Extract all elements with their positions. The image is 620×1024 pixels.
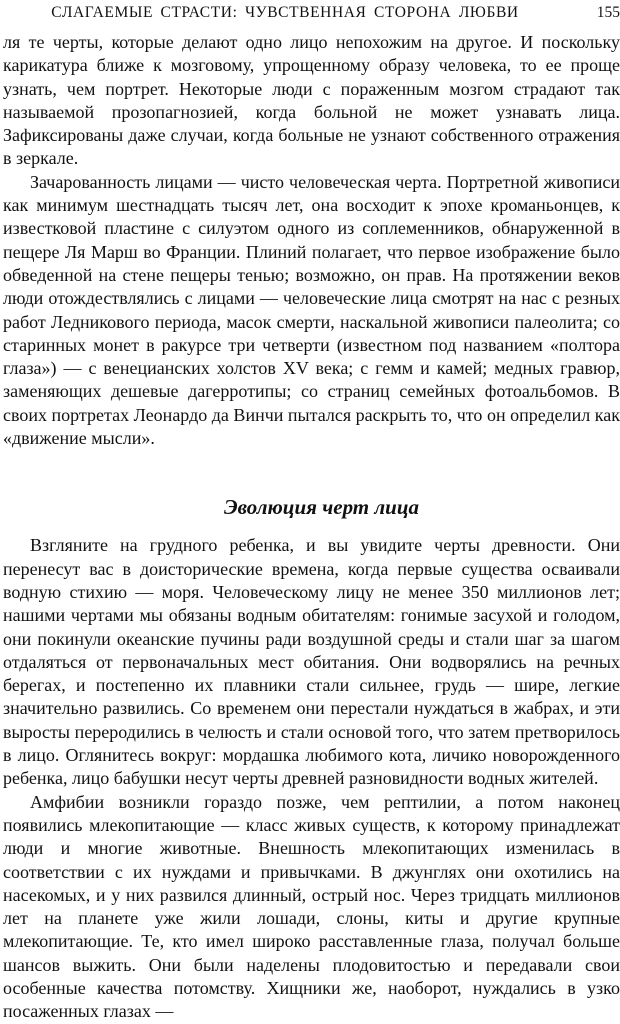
page-number: 155 bbox=[596, 4, 620, 21]
section-heading: Эволюция черт лица bbox=[223, 495, 420, 520]
paragraph: Взгляните на грудного ребенка, и вы увидите черты древности. Они перенесут вас в доисторические времена, когда первые существа осваивали водную стихию — моря. Человеческому лицу не менее 350 миллионов лет; нашими чертами мы обязаны водным обитателям: гонимые засухой и голодом, они покинули океанские пучины ради воздушной среды и стали шаг за шагом отдаляться от первоначальных мест обитания. Они водворялись на речных берегах, и постепенно их плавники стали сильнее, грудь — шире, легкие значительно развились. Со временем они перестали нуждаться в жабрах, и эти выросты переродились в челюсть и стали основой того, что затем претворилось в лицо. Оглянитесь вокруг: мордашка любимого кота, личико новорожденного ребенка, лицо бабушки несут черты древней разновидности водных жителей. bbox=[3, 535, 620, 789]
paragraph: Амфибии возникли гораздо позже, чем рептилии, а потом наконец появились млекопитающие — класс живых существ, к которому принадлежат люди и многие животные. Внешность млекопитающих изменилась в соответствии с их нуждами и привычками. В джунглях они охотились на насекомых, и у них развился длинный, острый нос. Через тридцать миллионов лет на планете уже жили лошади, слоны, киты и другие крупные млекопитающие. Те, кто имел широко расставленные глаза, получал больше шансов выжить. Они были наделены плодовитостью и передавали свои особенные качества потомству. Хищники же, наоборот, нуждались в узко посаженных глазах — bbox=[3, 791, 620, 1022]
paragraph: Зачарованность лицами — чисто человеческая черта. Портретной живописи как минимум шестнадцать тысяч лет, она восходит к эпохе кроманьонцев, к известковой пластине с силуэтом одного из соплеменников, обнаруженной в пещере Ля Марш во Франции. Плиний полагает, что первое изображение было обведенной на стене пещеры тенью; возможно, он прав. На протяжении веков люди отождествлялись с лицами — человеческие лица смотрят на нас с резных работ Ледникового периода, масок смерти, наскальной живописи палеолита; со старинных монет в ракурсе три четверти (известном под названием «полтора глаза») — с венецианских холстов XV века; с гемм и камей; медных гравюр, заменяющих дешевые дагерротипы; со страниц семейных фотоальбомов. В своих портретах Леонардо да Винчи пытался раскрыть то, что он определил как «движение мысли». bbox=[3, 171, 620, 449]
page-body bbox=[3, 31, 620, 1024]
running-head: СЛАГАЕМЫЕ СТРАСТИ: ЧУВСТВЕННАЯ СТОРОНА ЛЮБВИ bbox=[51, 4, 519, 21]
paragraph-continued: ля те черты, которые делают одно лицо непохожим на другое. И поскольку карикатура ближе к мозговому, упрощенному образу человека, то ее проще узнать, чем портрет. Некоторые люди с пораженным мозгом страдают так называемой прозопагнозией, когда больной не может узнавать лица. Зафиксированы даже случаи, когда больные не узнают собственного отражения в зеркале. bbox=[3, 32, 620, 169]
page-header bbox=[0, 4, 620, 24]
